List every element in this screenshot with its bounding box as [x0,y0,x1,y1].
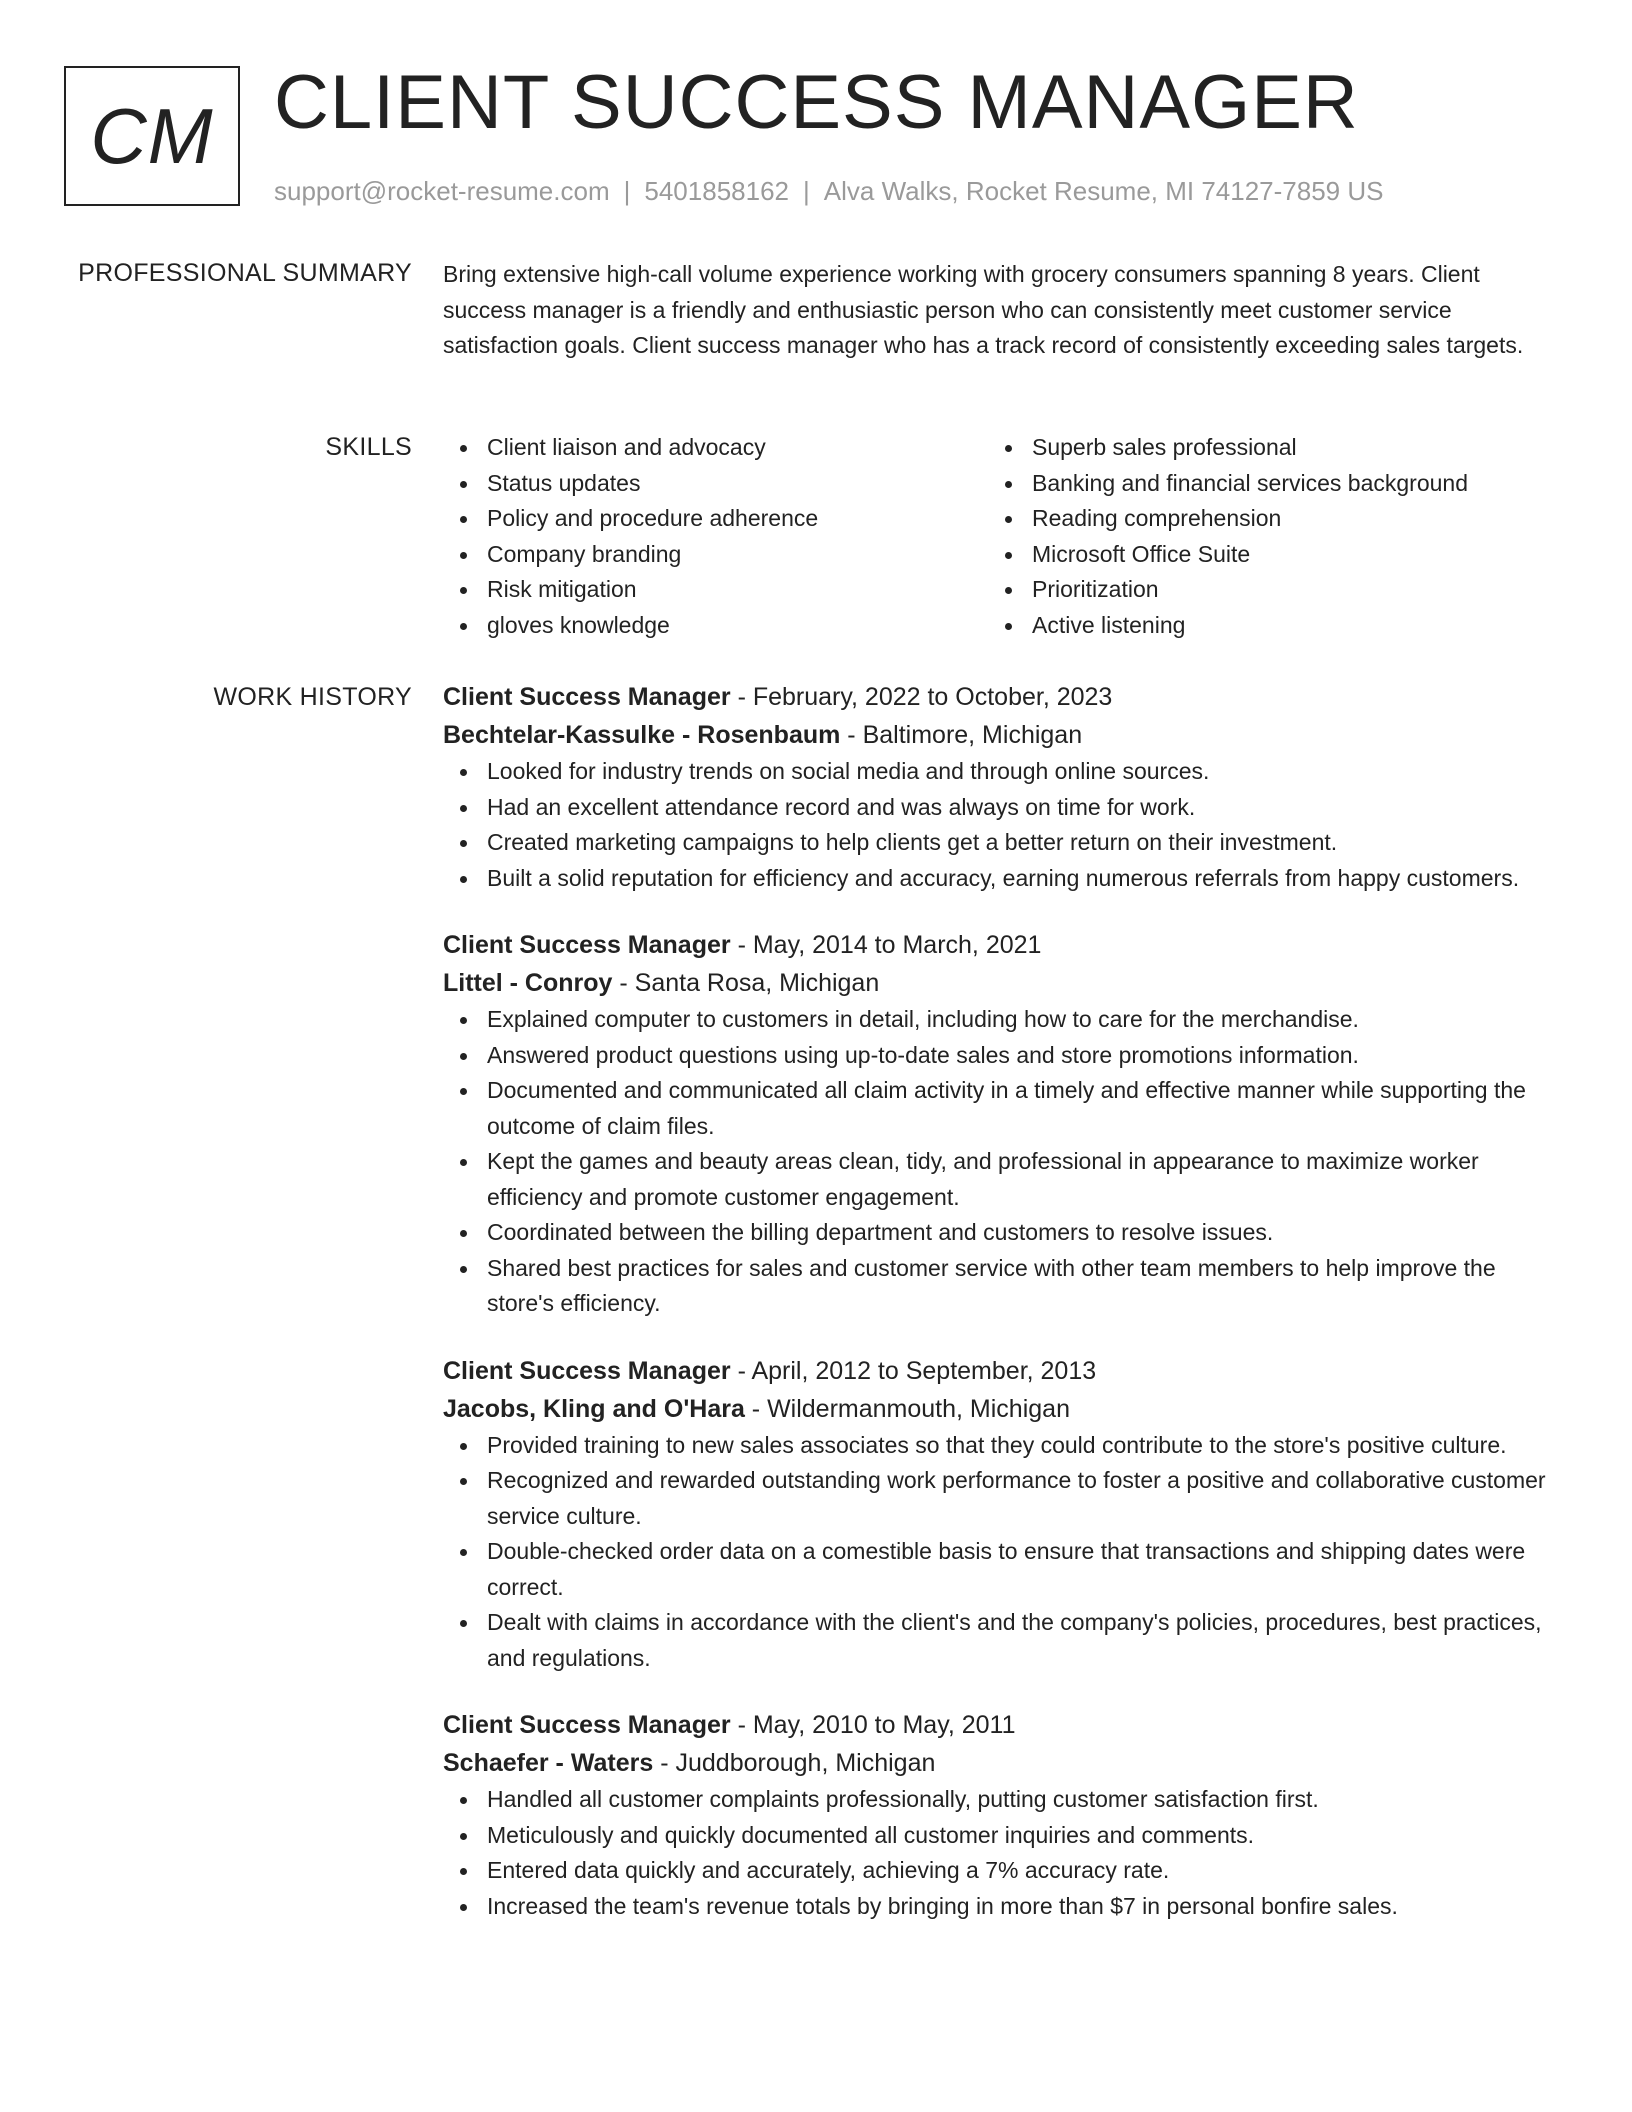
job-title-line [443,1352,1555,1390]
job-bullet: Had an excellent attendance record and was always on time for work. [443,790,1555,826]
job-bullet: Created marketing campaigns to help clients get a better return on their investment. [443,825,1555,861]
contact-line [274,174,1383,208]
job-dates: - May, 2010 to May, 2011 [730,1711,1016,1739]
monogram-box [64,66,240,206]
job-bullet: Provided training to new sales associates so that they could contribute to the store's positive culture. [443,1428,1555,1464]
skill-item: Active listening [988,608,1468,644]
job-title: Client Success Manager [443,931,731,959]
job-bullet: Kept the games and beauty areas clean, tidy, and professional in appearance to maximize worker efficiency and promote customer engagement. [443,1144,1555,1215]
contact-separator: | [623,176,631,206]
job-bullet: Answered product questions using up-to-date sales and store promotions information. [443,1038,1555,1074]
job-title-line [443,1706,1555,1744]
job-title: Client Success Manager [443,1711,731,1739]
job-title: Client Success Manager [443,1356,731,1385]
job-bullet: Entered data quickly and accurately, achieving a 7% accuracy rate. [443,1853,1555,1889]
job-company: Littel - Conroy [443,969,613,997]
contact-address: Alva Walks, Rocket Resume, MI 74127-7859 US [823,176,1384,206]
skill-item: Risk mitigation [443,572,818,608]
contact-phone: 5401858162 [644,176,789,206]
job-entry [443,1352,1555,1677]
contact-email: support@rocket-resume.com [274,176,610,206]
job-bullet: Recognized and rewarded outstanding work performance to foster a positive and collaborative customer service culture. [443,1463,1555,1534]
job-title-line [443,926,1555,964]
work-history-section [443,678,1555,1954]
skill-item: Microsoft Office Suite [988,537,1468,573]
job-bullet: Dealt with claims in accordance with the client's and the company's policies, procedures, best practices, and regulations. [443,1605,1555,1676]
job-company-line [443,716,1555,754]
job-dates: - May, 2014 to March, 2021 [730,931,1042,959]
skill-item: Prioritization [988,572,1468,608]
job-title: Client Success Manager [443,683,731,711]
skill-item: Reading comprehension [988,501,1468,537]
job-title-line [443,678,1555,716]
summary-section [443,257,1555,364]
job-bullet-list [443,1782,1555,1924]
job-location: - Santa Rosa, Michigan [612,969,880,997]
job-entry [443,678,1555,896]
skills-list-left [443,430,818,643]
job-entry [443,1706,1555,1924]
job-bullet: Explained computer to customers in detail, including how to care for the merchandise. [443,1002,1555,1038]
skill-item: Status updates [443,466,818,502]
job-bullet: Built a solid reputation for efficiency and accuracy, earning numerous referrals from happy customers. [443,861,1555,897]
skill-item: Client liaison and advocacy [443,430,818,466]
resume-title: CLIENT SUCCESS MANAGER [274,60,1359,145]
section-label-work-history: WORK HISTORY [213,683,412,711]
skill-item: Policy and procedure adherence [443,501,818,537]
job-bullet: Handled all customer complaints professionally, putting customer satisfaction first. [443,1782,1555,1818]
skills-list-right [988,430,1468,643]
job-bullet: Coordinated between the billing department and customers to resolve issues. [443,1215,1555,1251]
section-label-skills: SKILLS [325,433,412,461]
job-company: Bechtelar-Kassulke - Rosenbaum [443,721,841,749]
summary-text: Bring extensive high-call volume experience working with grocery consumers spanning 8 years. Client success manager is a friendly and enthusiastic person who can consistently meet customer service satisfaction goals. Client success manager who has a track record of consistently exceeding sales targets. [443,261,1524,358]
job-bullet: Meticulously and quickly documented all customer inquiries and comments. [443,1818,1555,1854]
monogram-initials: CM [90,91,214,180]
skill-item: Banking and financial services background [988,466,1468,502]
job-bullet-list [443,1002,1555,1322]
job-dates: - April, 2012 to September, 2013 [730,1356,1097,1385]
job-bullet: Double-checked order data on a comestible basis to ensure that transactions and shipping dates were correct. [443,1534,1555,1605]
job-entry [443,926,1555,1322]
job-bullet-list [443,1428,1555,1677]
job-bullet: Shared best practices for sales and customer service with other team members to help improve the store's efficiency. [443,1251,1555,1322]
job-bullet-list [443,754,1555,896]
job-company: Schaefer - Waters [443,1749,654,1777]
skills-section [443,430,1555,650]
job-company: Jacobs, Kling and O'Hara [443,1394,745,1423]
skill-item: Company branding [443,537,818,573]
contact-separator: | [803,176,810,206]
job-bullet: Increased the team's revenue totals by bringing in more than $7 in personal bonfire sales. [443,1889,1555,1925]
job-dates: - February, 2022 to October, 2023 [730,683,1113,711]
job-location: - Wildermanmouth, Michigan [744,1394,1070,1423]
job-location: - Baltimore, Michigan [840,721,1083,749]
job-bullet: Documented and communicated all claim activity in a timely and effective manner while supporting the outcome of claim files. [443,1073,1555,1144]
skill-item: Superb sales professional [988,430,1468,466]
job-company-line [443,964,1555,1002]
job-bullet: Looked for industry trends on social media and through online sources. [443,754,1555,790]
job-company-line [443,1390,1555,1428]
skill-item: gloves knowledge [443,608,818,644]
section-label-summary: PROFESSIONAL SUMMARY [78,259,412,287]
job-location: - Juddborough, Michigan [653,1749,936,1777]
job-company-line [443,1744,1555,1782]
